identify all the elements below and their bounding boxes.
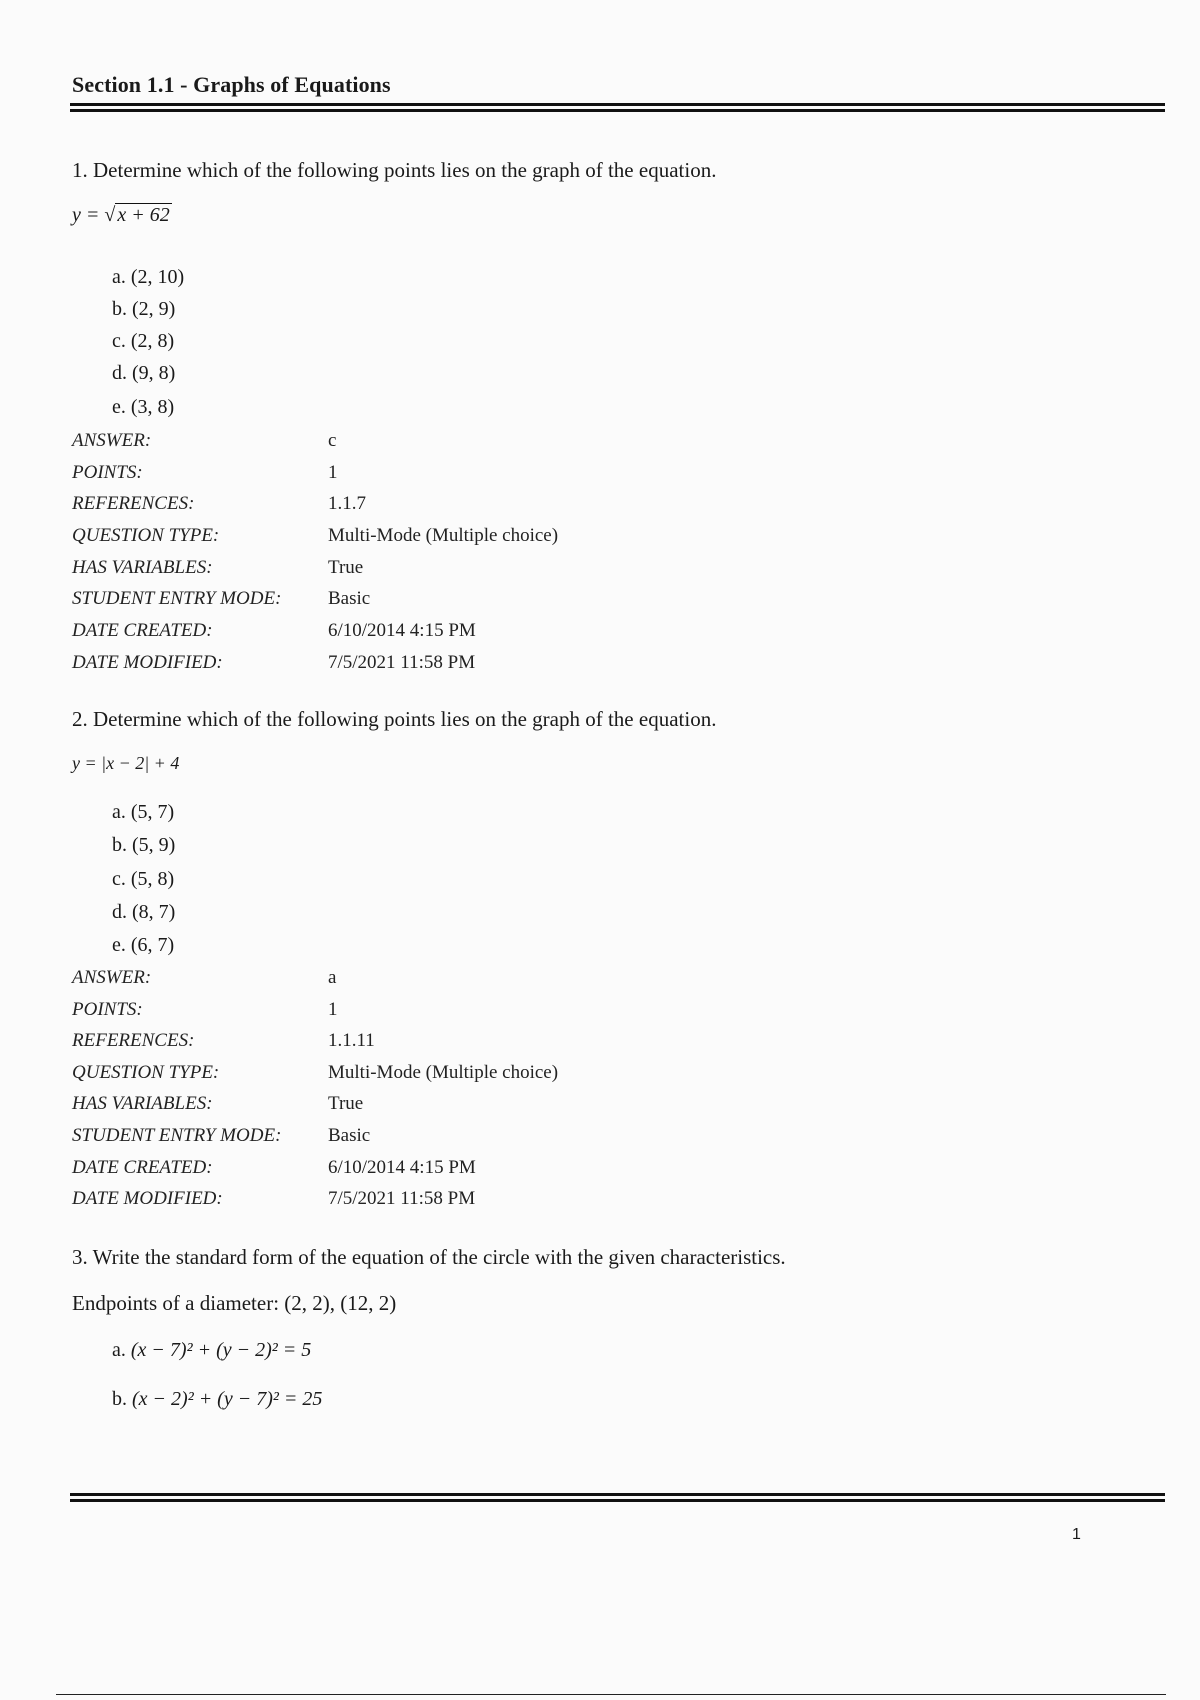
q1-points-value: 1 (328, 462, 338, 483)
section-title: Section 1.1 - Graphs of Equations (72, 72, 391, 97)
q1-references-value: 1.1.7 (328, 493, 366, 514)
q2-entry-mode-label: STUDENT ENTRY MODE: (72, 1125, 282, 1146)
header-rule-bottom (70, 109, 1165, 112)
q1-date-created-value: 6/10/2014 4:15 PM (328, 620, 476, 641)
q2-date-created-value: 6/10/2014 4:15 PM (328, 1157, 476, 1178)
page-edge-line (56, 1694, 1166, 1695)
question-1-equation: y = √ x + 62 (72, 204, 170, 226)
q2-points-label: POINTS: (72, 999, 143, 1020)
q1-option-a: a. (2, 10) (112, 266, 185, 288)
q3-option-a-expression: (x − 7)² + (y − 2)² = 5 (130, 1339, 312, 1361)
q2-answer-label: ANSWER: (72, 967, 152, 988)
q1-answer-label: ANSWER: (72, 430, 152, 451)
q2-references-label: REFERENCES: (72, 1030, 195, 1051)
q2-date-modified-label: DATE MODIFIED: (72, 1188, 223, 1209)
q2-date-created-label: DATE CREATED: (72, 1157, 213, 1178)
q3-option-b: b. (x − 2)² + (y − 7)² = 25 (112, 1388, 323, 1410)
page-number: 1 (1072, 1526, 1081, 1543)
q1-question-type-label: QUESTION TYPE: (72, 525, 220, 546)
q1-date-created-label: DATE CREATED: (72, 620, 213, 641)
q1-option-c: c. (2, 8) (112, 330, 175, 352)
q1-points-label: POINTS: (72, 462, 143, 483)
q2-question-type-label: QUESTION TYPE: (72, 1062, 220, 1083)
q2-has-variables-label: HAS VARIABLES: (72, 1093, 213, 1114)
question-1-text: 1. Determine which of the following points lies on the graph of the equation. (72, 158, 717, 182)
sqrt-symbol: √ (104, 204, 116, 226)
q1-has-variables-label: HAS VARIABLES: (72, 557, 213, 578)
q3-option-a: a. (x − 7)² + (y − 2)² = 5 (112, 1339, 312, 1361)
q2-option-a: a. (5, 7) (112, 801, 175, 823)
q2-date-modified-value: 7/5/2021 11:58 PM (328, 1188, 476, 1209)
question-2-equation: y = |x − 2| + 4 (72, 753, 180, 773)
q1-date-modified-label: DATE MODIFIED: (72, 652, 223, 673)
q2-option-e: e. (6, 7) (112, 934, 175, 956)
question-2-text: 2. Determine which of the following points lies on the graph of the equation. (72, 707, 717, 731)
question-3-subtext: Endpoints of a diameter: (2, 2), (12, 2) (72, 1291, 397, 1315)
q1-answer-value: c (328, 430, 337, 451)
q2-entry-mode-value: Basic (328, 1125, 371, 1146)
q1-entry-mode-value: Basic (328, 588, 371, 609)
q2-option-b: b. (5, 9) (112, 834, 176, 856)
q1-question-type-value: Multi-Mode (Multiple choice) (328, 525, 559, 546)
q1-date-modified-value: 7/5/2021 11:58 PM (328, 652, 476, 673)
footer-rule-top (70, 1493, 1165, 1496)
q2-answer-value: a (328, 967, 337, 988)
q1-option-e: e. (3, 8) (112, 396, 175, 418)
q3-option-b-expression: (x − 2)² + (y − 7)² = 25 (132, 1388, 323, 1410)
q1-has-variables-value: True (328, 557, 364, 578)
q1-references-label: REFERENCES: (72, 493, 195, 514)
q2-points-value: 1 (328, 999, 338, 1020)
q2-option-d: d. (8, 7) (112, 901, 176, 923)
q2-question-type-value: Multi-Mode (Multiple choice) (328, 1062, 559, 1083)
q1-entry-mode-label: STUDENT ENTRY MODE: (72, 588, 282, 609)
q1-option-b: b. (2, 9) (112, 298, 176, 320)
question-3-text: 3. Write the standard form of the equation of the circle with the given characteristics. (72, 1245, 786, 1269)
q2-option-c: c. (5, 8) (112, 868, 175, 890)
radicand: x + 62 (117, 204, 170, 226)
q1-option-d: d. (9, 8) (112, 362, 176, 384)
q2-references-value: 1.1.11 (328, 1030, 375, 1051)
footer-rule-bottom (70, 1499, 1165, 1502)
header-rule-top (70, 103, 1165, 106)
q2-has-variables-value: True (328, 1093, 364, 1114)
